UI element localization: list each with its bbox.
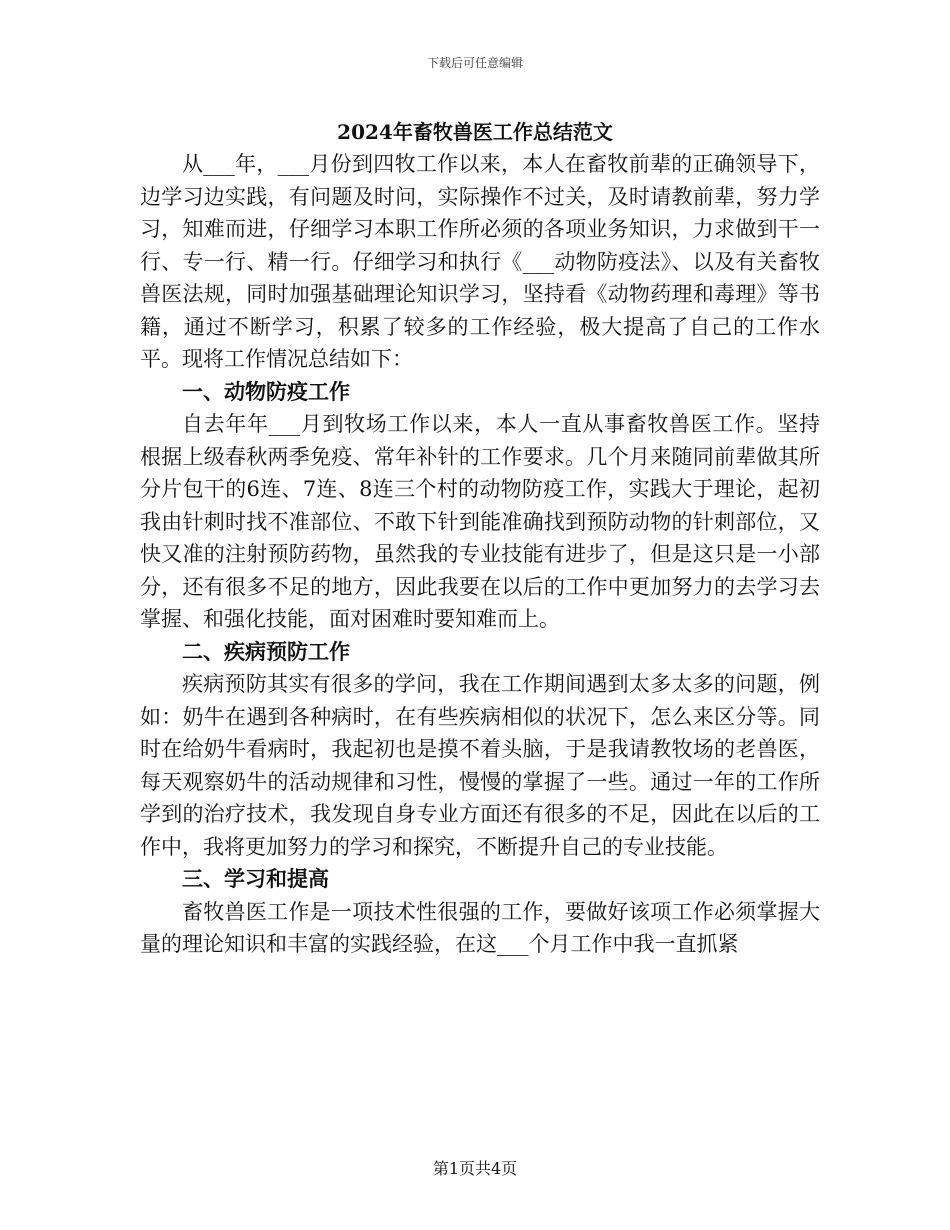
disease-prevention-paragraph: 疾病预防其实有很多的学问，我在工作期间遇到太多太多的问题，例如：奶牛在遇到各种病时，在有些疾病相似的状况下，怎么来区分等。同时在给奶牛看病时，我起初也是摸不着头脑，于是我请教牧场的老兽医，每天观察奶牛的活动规律和习性，慢慢的掌握了一些。通过一年的工作所学到的治疗技术，我发现自身专业方面还有很多的不足，因此在以后的工作中，我将更加努力的学习和探究，不断提升自己的专业技能。 [140, 672, 820, 859]
study-improvement-paragraph: 畜牧兽医工作是一项技术性很强的工作，要做好该项工作必须掌握大量的理论知识和丰富的实践经验，在这___个月工作中我一直抓紧 [140, 899, 820, 956]
intro-paragraph: 从___年，___月份到四牧工作以来，本人在畜牧前辈的正确领导下，边学习边实践，有问题及时问，实际操作不过关，及时请教前辈，努力学习，知难而进，仔细学习本职工作所必须的各项业务知识，力求做到干一行、专一行、精一行。仔细学习和执行《___动物防疫法》、以及有关畜牧兽医法规，同时加强基础理论知识学习，坚持看《动物药理和毒理》等书籍，通过不断学习，积累了较多的工作经验，极大提高了自己的工作水平。现将工作情况总结如下： [140, 152, 820, 371]
header-note: 下载后可任意编辑 [426, 56, 523, 70]
document-body [140, 148, 820, 961]
epidemic-prevention-paragraph: 自去年年___月到牧场工作以来，本人一直从事畜牧兽医工作。坚持根据上级春秋两季免疫、常年补针的工作要求。几个月来随同前辈做其所分片包干的6连、7连、8连三个村的动物防疫工作，实践大于理论，起初我由针刺时找不准部位、不敢下针到能准确找到预防动物的针刺部位，又快又准的注射预防药物，虽然我的专业技能有进步了，但是这只是一小部分，还有很多不足的地方，因此我要在以后的工作中更加努力的去学习去掌握、和强化技能，面对困难时要知难而上。 [140, 412, 820, 631]
section-heading-disease-prevention: 二、疾病预防工作 [182, 638, 350, 664]
section-heading-epidemic-prevention: 一、动物防疫工作 [182, 378, 350, 404]
page-number-footer: 第1页共4页 [432, 1159, 518, 1178]
document-title: 2024年畜牧兽医工作总结范文 [337, 120, 613, 144]
section-heading-study-improvement: 三、学习和提高 [182, 866, 329, 891]
